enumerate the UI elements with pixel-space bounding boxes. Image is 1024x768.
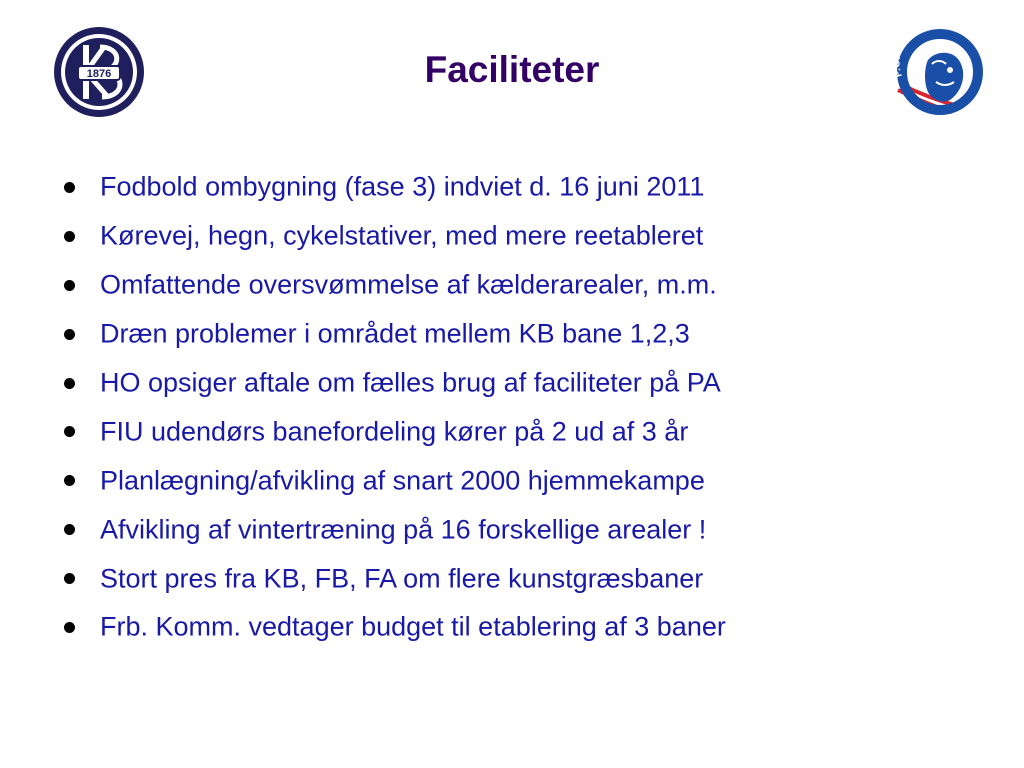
bullet-text: Afvikling af vintertræning på 16 forskellige arealer ! [100,514,707,545]
bullet-text: Kørevej, hegn, cykelstativer, med mere reetableret [100,220,704,251]
bullet-dot-icon [64,329,75,340]
bullet-dot-icon [64,524,75,535]
bullet-text: Omfattende oversvømmelse af kælderarealer, m.m. [100,269,717,300]
bullet-item [63,505,1003,554]
bullet-text: Dræn problemer i området mellem KB bane 1,2,3 [100,318,690,349]
bullet-dot-icon [64,573,75,584]
bullet-text: HO opsiger aftale om fælles brug af faciliteter på PA [100,367,721,398]
bullet-item [63,163,1003,212]
bullet-dot-icon [64,475,75,486]
bullet-text: Planlægning/afvikling af snart 2000 hjemmekampe [100,465,705,496]
bullet-text: FIU udendørs banefordeling kører på 2 ud af 3 år [100,416,689,447]
bullet-item [63,212,1003,261]
bullet-text: Fodbold ombygning (fase 3) indviet d. 16 juni 2011 [100,171,705,202]
bullet-dot-icon [64,280,75,291]
bullet-item [63,310,1003,359]
bullet-item [63,603,1003,652]
slide-title: Faciliteter [424,49,600,90]
bullet-item [63,359,1003,408]
bullet-text: Frb. Komm. vedtager budget til etablering af 3 baner [100,611,726,642]
bullet-item [63,554,1003,603]
bullet-item [63,261,1003,310]
bullet-item [63,456,1003,505]
fck-crest-lettering: F.C. KØBENHAVN [891,20,960,79]
bullet-dot-icon [64,231,75,242]
bullet-dot-icon [64,622,75,633]
kb-crest-year: 1876 [86,68,112,80]
bullet-item [63,407,1003,456]
fc-kobenhavn-lion-crest-icon [888,20,984,116]
bullet-list [63,163,1003,652]
bullet-text: Stort pres fra KB, FB, FA om flere kunstgræsbaner [100,563,704,594]
bullet-dot-icon [64,182,75,193]
bullet-dot-icon [64,378,75,389]
bullet-dot-icon [64,426,75,437]
